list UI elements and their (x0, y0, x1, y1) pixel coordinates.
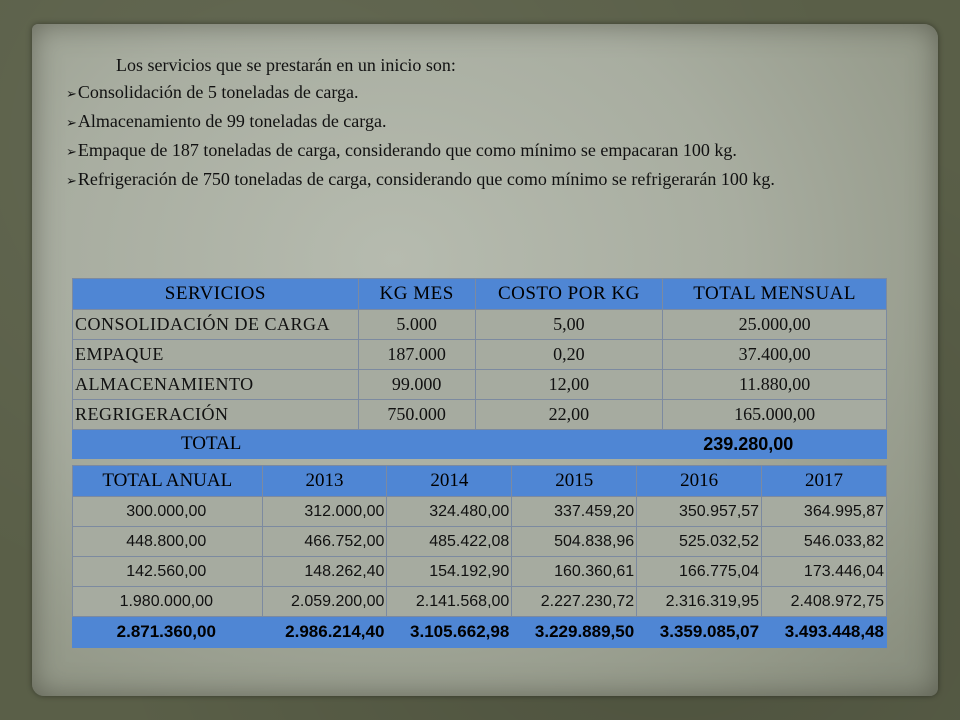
table-cell: 504.838,96 (512, 527, 637, 557)
cost-per-kg: 5,00 (475, 310, 663, 340)
table-cell: 160.360,61 (512, 557, 637, 587)
table-cell: 2.059.200,00 (262, 587, 387, 617)
arrow-bullet-icon: ➢ (66, 145, 77, 160)
header-monthly-total: TOTAL MENSUAL (663, 279, 887, 310)
header-year-2017: 2017 (762, 466, 887, 497)
total-cell: 3.105.662,98 (387, 617, 512, 648)
table-cell: 448.800,00 (73, 527, 263, 557)
total-cell: 3.229.889,50 (512, 617, 637, 648)
table-cell: 525.032,52 (637, 527, 762, 557)
table-cell: 300.000,00 (73, 497, 263, 527)
total-value: 239.280,00 (663, 430, 887, 459)
monthly-total: 25.000,00 (663, 310, 887, 340)
table-cell: 312.000,00 (262, 497, 387, 527)
kg-mes: 5.000 (358, 310, 475, 340)
header-services: SERVICIOS (73, 279, 359, 310)
table-cell: 142.560,00 (73, 557, 263, 587)
header-total-anual: TOTAL ANUAL (73, 466, 263, 497)
total-cell: 2.986.214,40 (262, 617, 387, 648)
total-cell: 3.493.448,48 (762, 617, 887, 648)
header-year-2014: 2014 (387, 466, 512, 497)
table-row (73, 340, 887, 370)
bullet-text: Empaque de 187 toneladas de carga, considerando que como mínimo se empacaran 100 kg. (77, 140, 737, 160)
cost-per-kg: 22,00 (475, 400, 663, 430)
bullet-text: Refrigeración de 750 toneladas de carga, considerando que como mínimo se refrigerarán 100 kg. (77, 169, 775, 189)
table-cell: 1.980.000,00 (73, 587, 263, 617)
arrow-bullet-icon: ➢ (66, 116, 77, 131)
monthly-total: 37.400,00 (663, 340, 887, 370)
service-name: CONSOLIDACIÓN DE CARGA (73, 310, 359, 340)
total-row (73, 430, 887, 459)
table-row (73, 497, 887, 527)
header-cost-per-kg: COSTO POR KG (475, 279, 663, 310)
table-cell: 2.227.230,72 (512, 587, 637, 617)
table-header-row (73, 466, 887, 497)
table-row (73, 310, 887, 340)
table-row (73, 587, 887, 617)
header-year-2015: 2015 (512, 466, 637, 497)
table-row (73, 400, 887, 430)
totals-row (73, 617, 887, 648)
service-name: ALMACENAMIENTO (73, 370, 359, 400)
monthly-total: 11.880,00 (663, 370, 887, 400)
kg-mes: 187.000 (358, 340, 475, 370)
table-cell: 324.480,00 (387, 497, 512, 527)
table-row (73, 370, 887, 400)
header-year-2013: 2013 (262, 466, 387, 497)
table-cell: 2.141.568,00 (387, 587, 512, 617)
table-row (73, 527, 887, 557)
table-cell: 485.422,08 (387, 527, 512, 557)
bullet-text: Almacenamiento de 99 toneladas de carga. (77, 111, 387, 131)
bullet-item (66, 137, 906, 166)
header-year-2016: 2016 (637, 466, 762, 497)
table-cell: 350.957,57 (637, 497, 762, 527)
table-cell: 173.446,04 (762, 557, 887, 587)
annual-table (72, 465, 887, 648)
table-cell: 148.262,40 (262, 557, 387, 587)
kg-mes: 750.000 (358, 400, 475, 430)
table-cell: 364.995,87 (762, 497, 887, 527)
services-text (66, 52, 906, 195)
table-cell: 166.775,04 (637, 557, 762, 587)
total-label: TOTAL (73, 430, 663, 459)
table-cell: 546.033,82 (762, 527, 887, 557)
table-header-row (73, 279, 887, 310)
table-cell: 2.408.972,75 (762, 587, 887, 617)
bullet-text: Consolidación de 5 toneladas de carga. (77, 82, 359, 102)
bullet-item (66, 108, 906, 137)
intro-text: Los servicios que se prestarán en un inicio son: (116, 55, 456, 75)
bullet-item (66, 79, 906, 108)
table-cell: 466.752,00 (262, 527, 387, 557)
cost-per-kg: 12,00 (475, 370, 663, 400)
monthly-total: 165.000,00 (663, 400, 887, 430)
header-kg-mes: KG MES (358, 279, 475, 310)
service-name: REGRIGERACIÓN (73, 400, 359, 430)
kg-mes: 99.000 (358, 370, 475, 400)
table-row (73, 557, 887, 587)
table-cell: 337.459,20 (512, 497, 637, 527)
services-table (72, 278, 887, 459)
arrow-bullet-icon: ➢ (66, 174, 77, 189)
table-cell: 2.316.319,95 (637, 587, 762, 617)
arrow-bullet-icon: ➢ (66, 87, 77, 102)
table-cell: 154.192,90 (387, 557, 512, 587)
total-cell: 2.871.360,00 (73, 617, 263, 648)
bullet-item (66, 166, 906, 195)
service-name: EMPAQUE (73, 340, 359, 370)
total-cell: 3.359.085,07 (637, 617, 762, 648)
cost-per-kg: 0,20 (475, 340, 663, 370)
